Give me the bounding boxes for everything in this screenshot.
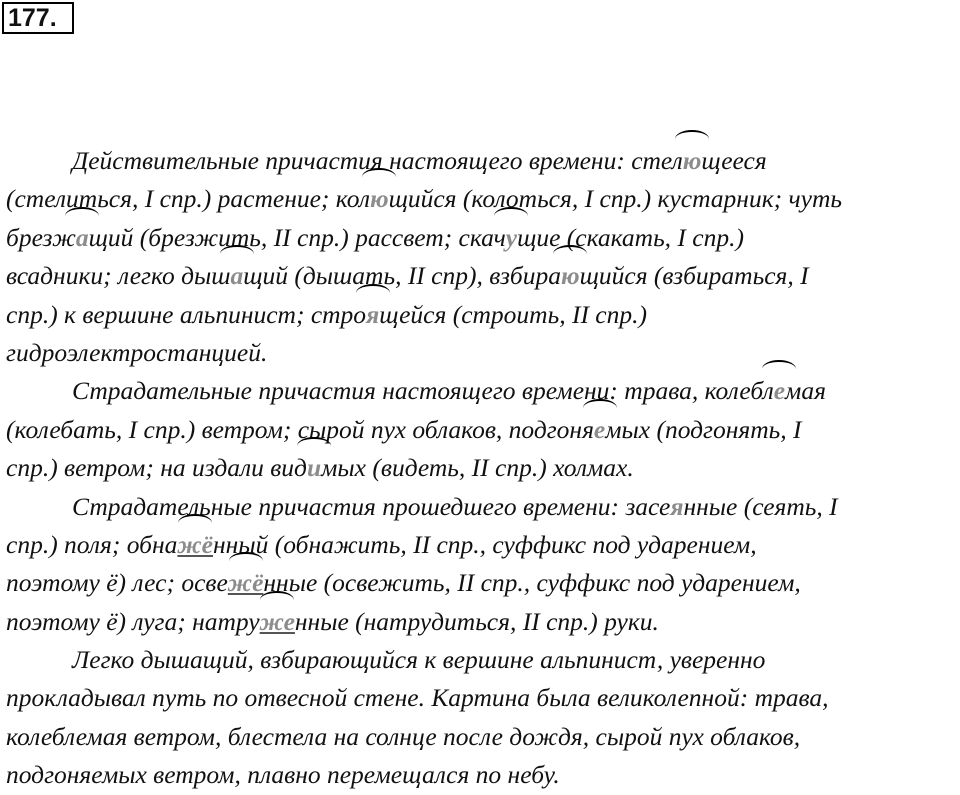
highlighted-suffix: жё [177, 529, 214, 559]
text-line: подгоняемых ветром, плавно перемещался по небу. [6, 760, 560, 790]
highlighted-ending: у [505, 222, 518, 252]
highlighted-suffix: е [773, 376, 786, 406]
highlighted-ending: ю [369, 184, 389, 214]
text-line: (колебать, I спр.) ветром; сырой пух облаков, подгоняемых (подгонять, I [6, 414, 802, 444]
text-line: Страдательные причастия прошедшего времени: засеянные (сеять, I [72, 491, 838, 521]
highlighted-suffix: е [593, 414, 606, 444]
text-line: спр.) к вершине альпинист; строящейся (строить, II спр.) [6, 299, 647, 329]
text-line: спр.) ветром; на издали видимых (видеть, II спр.) холмах. [6, 453, 634, 483]
text-line: колеблемая ветром, блестела на солнце после дождя, сырой пух облаков, [6, 721, 801, 751]
highlighted-suffix: жё [227, 568, 264, 598]
text-line: всадники; легко дышащий (дышать, II спр), взбирающийся (взбираться, I [6, 261, 809, 291]
text-line: Действительные причастия настоящего времени: стелющееся [72, 146, 767, 175]
text-line: поэтому ё) луга; натруженные (натрудиться, II спр.) руки. [6, 606, 659, 636]
text-line: прокладывал путь по отвесной стене. Картина была великолепной: трава, [6, 683, 829, 713]
text-line: Легко дышащий, взбирающийся к вершине альпинист, уверенно [72, 645, 766, 675]
text-line: брезжащий (брезжить, II спр.) рассвет; скачущие (скакать, I спр.) [6, 222, 744, 252]
text-line: гидроэлектростанцией. [6, 337, 268, 367]
highlighted-ending: а [230, 261, 244, 291]
text-line: спр.) поля; обнажённый (обнажить, II спр., суффикс под ударением, [6, 529, 757, 559]
text-line: Страдательные причастия настоящего времени: трава, колеблемая [72, 376, 826, 406]
highlighted-ending: я [366, 299, 380, 329]
exercise-text [6, 142, 951, 795]
highlighted-suffix: и [306, 453, 322, 483]
highlighted-ending: ю [561, 261, 580, 291]
highlighted-ending: а [75, 222, 89, 252]
highlighted-ending: ю [682, 146, 702, 175]
highlighted-vowel: я [670, 491, 684, 521]
exercise-number: 177. [2, 2, 74, 34]
text-line: поэтому ё) лес; освежённые (освежить, II спр., суффикс под ударением, [6, 568, 801, 598]
text-line: (стелиться, I спр.) растение; колющийся (колоться, I спр.) кустарник; чуть [6, 184, 843, 214]
highlighted-suffix: же [259, 606, 295, 636]
